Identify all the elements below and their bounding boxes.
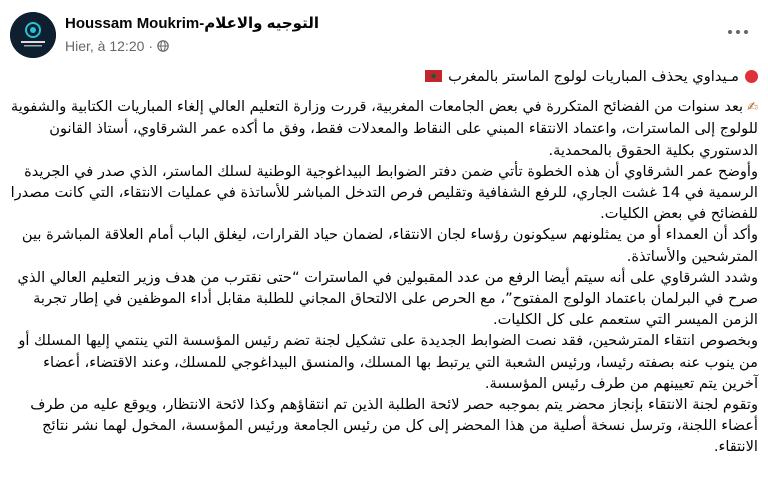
paragraph-text: بعد سنوات من الفضائح المتكررة في بعض الجامعات المغربية، قررت وزارة التعليم العالي إلغاء المباريات الكتابية والشفوية للولوج إلى الماسترات، واعتماد الانتقاء المبني على النقاط والمعدلات فقط، وفق ما أكده عمر الشرقاوي، أستاذ القانون الدستوري بكلية الحقوق بالمحمدية.	[10, 98, 758, 159]
page-avatar[interactable]	[10, 12, 56, 58]
red-circle-icon	[745, 70, 758, 83]
post-headline	[8, 66, 758, 87]
post-timestamp[interactable]: Hier, à 12:20	[65, 38, 145, 54]
avatar-logo-icon	[10, 12, 56, 58]
post-paragraph-2: وأوضح عمر الشرقاوي أن هذه الخطوة تأتي ضمن دفتر الضوابط البيداغوجية الوطنية لسلك الماستر، الذي صدر في الجريدة الرسمية في 14 غشت الجاري، للرفع الشفافية وتقليص فرص التدخل المباشر للأساتذة في عمليات الانتقاء، التي كانت مصدرا للفضائح في بعض الكليات.	[10, 162, 758, 223]
post-paragraph-6: وتقوم لجنة الانتقاء بإنجاز محضر يتم بموجبه حصر لائحة الطلبة الذين تم انتقاؤهم وكذا لائحة الانتظار، ويوقع عليه من طرف أعضاء اللجنة، وترسل نسخة أصلية من هذا المحضر إلى كل من رئيس الجامعة ورئيس المؤسسة، المخول لهما نشر نتائج الانتقاء.	[30, 396, 758, 456]
more-options-icon[interactable]	[726, 20, 750, 44]
page-name-link[interactable]: Houssam Moukrim-التوجيه والاعلام	[65, 15, 319, 32]
post-paragraph-4: وشدد الشرقاوي على أنه سيتم أيضا الرفع من عدد المقبولين في الماسترات “حتى نقترب من هدف وزير التعليم العالي الذي صرح في البرلمان باعتماد الولوج المفتوح”، مع الحرص على الالتحاق المجاني للطلبة مقابل أداء الموظفين في إطار تجربة الزمن الميسر التي ستعمم على كل الكليات.	[17, 268, 758, 329]
post-paragraph-1	[8, 96, 758, 161]
globe-icon	[157, 40, 169, 52]
post-paragraph-3: وأكد أن العمداء أو من يمثلونهم سيكونون رؤساء لجان الانتقاء، لضمان حياد القرارات، ليغلق الباب أمام العلاقة المباشرة بين المترشحين والأساتذة.	[21, 226, 758, 265]
post-header	[0, 0, 768, 70]
headline-text: مـيداوي يحذف المباريات لولوج الماستر بالمغرب	[448, 68, 739, 85]
meta-separator: ·	[148, 38, 154, 54]
morocco-flag-icon	[425, 70, 442, 82]
post-paragraph-5: وبخصوص انتقاء المترشحين، فقد نصت الضوابط الجديدة على تشكيل لجنة تضم رئيس المؤسسة التي ينتمي إليها المسلك أو من ينوب عنه بصفته رئيسا، ورئيس الشعبة التي يرتبط بها المسلك، والمنسق البيداغوجي للمسلك، وعند الاقتضاء، أعضاء آخرين يتم تعيينهم من طرف رئيس المؤسسة.	[18, 332, 758, 392]
post-body	[8, 66, 758, 458]
writing-hand-icon: ✍	[747, 100, 758, 116]
post-meta	[65, 38, 169, 54]
